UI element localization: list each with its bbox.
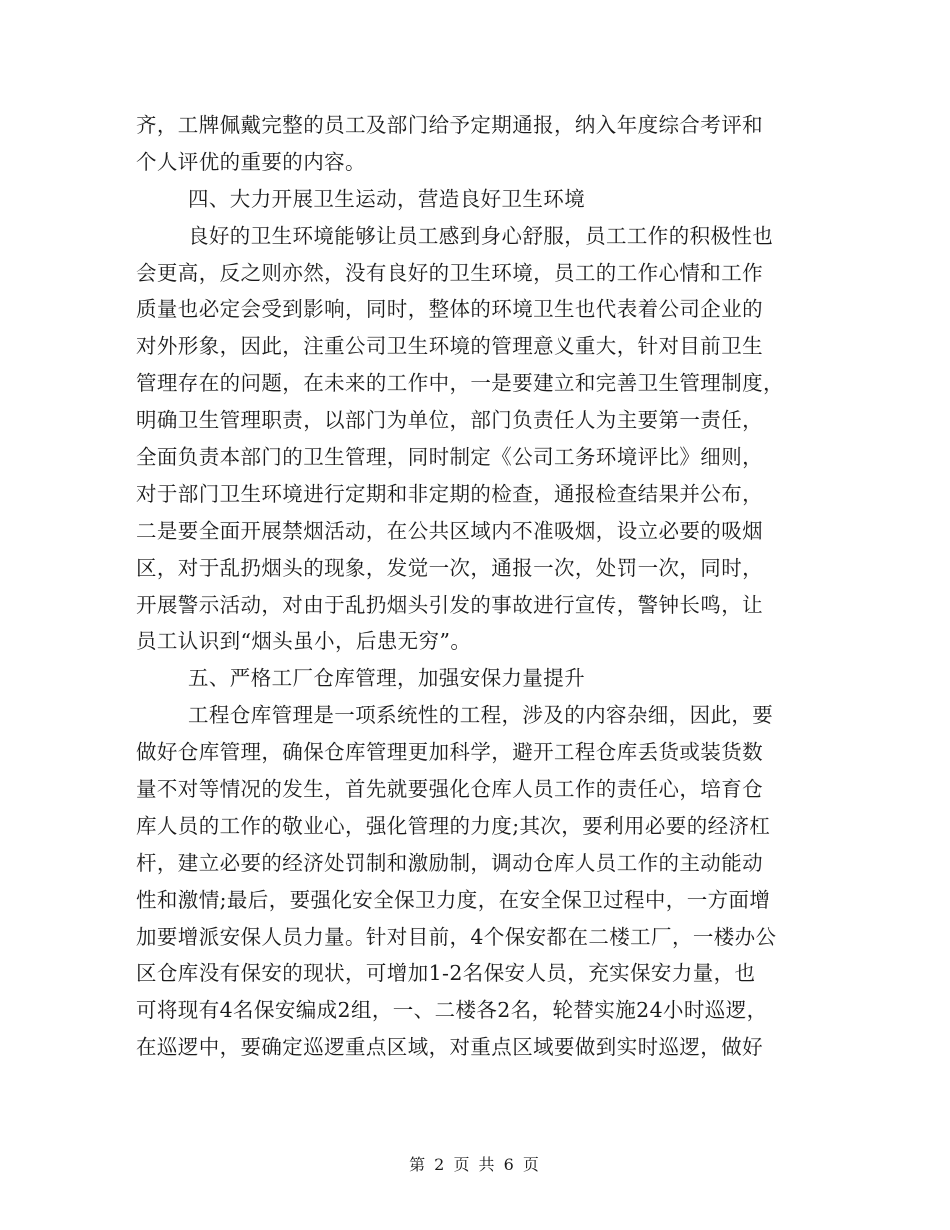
text-line: 工程仓库管理是一项系统性的工程，涉及的内容杂细，因此，要 (188, 703, 774, 728)
text-line: 量不对等情况的发生，首先就要强化仓库人员工作的责任心，培育仓 (136, 777, 763, 802)
text-line: 做好仓库管理，确保仓库管理更加科学，避开工程仓库丢货或装货数 (136, 740, 763, 765)
text-line: 库人员的工作的敬业心，强化管理的力度;其次，要利用必要的经济杠 (136, 813, 771, 838)
text-line: 四、大力开展卫生运动，营造良好卫生环境 (188, 186, 586, 211)
text-line: 区，对于乱扔烟头的现象，发觉一次，通报一次，处罚一次，同时， (136, 555, 763, 580)
text-line: 性和激情;最后，要强化安全保卫力度，在安全保卫过程中，一方面增 (136, 887, 771, 912)
text-line: 对于部门卫生环境进行定期和非定期的检查，通报检查结果并公布， (136, 481, 763, 506)
text-line: 对外形象，因此，注重公司卫生环境的管理意义重大，针对目前卫生 (136, 334, 763, 359)
text-line: 良好的卫生环境能够让员工感到身心舒服，员工工作的积极性也 (188, 223, 774, 248)
text-line: 区仓库没有保安的现状，可增加1-2名保安人员，充实保安力量，也 (136, 961, 756, 986)
text-line: 在巡逻中，要确定巡逻重点区域，对重点区域要做到实时巡逻，做好 (136, 1035, 763, 1060)
text-line: 齐，工牌佩戴完整的员工及部门给予定期通报，纳入年度综合考评和 (136, 113, 763, 137)
text-line: 二是要全面开展禁烟活动，在公共区域内不准吸烟，设立必要的吸烟 (136, 518, 763, 543)
text-line: 加要增派安保人员力量。针对目前，4个保安都在二楼工厂，一楼办公 (136, 924, 777, 949)
page-footer: 第 2 页 共 6 页 (409, 1155, 541, 1174)
text-line: 个人评优的重要的内容。 (136, 149, 366, 174)
text-line: 会更高，反之则亦然，没有良好的卫生环境，员工的工作心情和工作 (136, 260, 763, 285)
text-line: 质量也必定会受到影响，同时，整体的环境卫生也代表着公司企业的 (136, 297, 763, 322)
text-line: 可将现有4名保安编成2组，一、二楼各2名，轮替实施24小时巡逻， (136, 998, 768, 1023)
body-text (136, 107, 816, 1066)
text-line: 开展警示活动，对由于乱扔烟头引发的事故进行宣传，警钟长鸣，让 (136, 592, 763, 617)
text-line: 管理存在的问题，在未来的工作中，一是要建立和完善卫生管理制度， (136, 371, 784, 396)
text-line: 明确卫生管理职责，以部门为单位，部门负责任人为主要第一责任， (136, 408, 763, 433)
text-line: 杆，建立必要的经济处罚制和激励制，调动仓库人员工作的主动能动 (136, 850, 763, 875)
text-line: 全面负责本部门的卫生管理，同时制定《公司工务环境评比》细则， (136, 445, 763, 470)
text-line: 员工认识到“烟头虽小，后患无穷”。 (136, 629, 472, 654)
text-line: 五、严格工厂仓库管理，加强安保力量提升 (188, 666, 586, 691)
